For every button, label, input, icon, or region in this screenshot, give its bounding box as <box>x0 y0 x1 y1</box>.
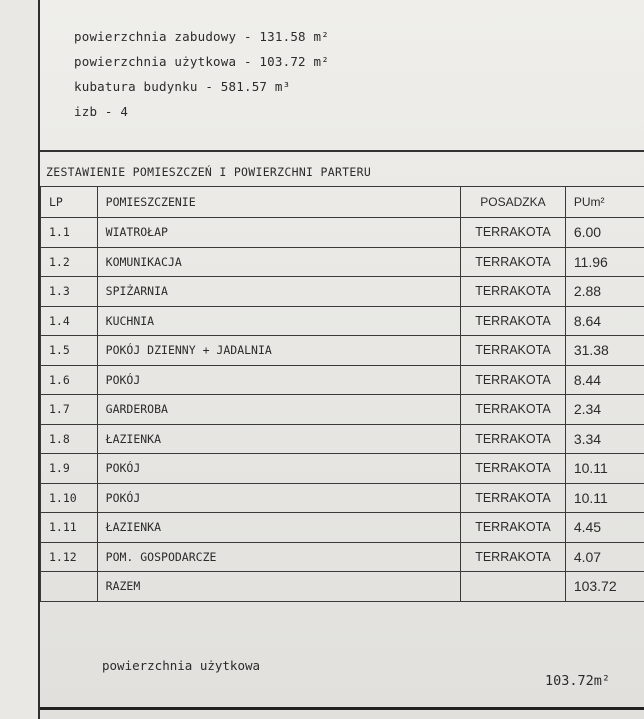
table-row <box>41 365 644 395</box>
row-room: POM. GOSPODARCZE <box>97 542 460 572</box>
row-area: 2.88 <box>565 277 644 307</box>
section-divider <box>40 150 644 152</box>
row-room: POKÓJ DZIENNY + JADALNIA <box>97 336 460 366</box>
row-area: 31.38 <box>565 336 644 366</box>
row-floor: TERRAKOTA <box>461 513 566 543</box>
row-floor: TERRAKOTA <box>461 542 566 572</box>
table-row <box>41 513 644 543</box>
row-room: GARDEROBA <box>97 395 460 425</box>
row-room: POKÓJ <box>97 483 460 513</box>
table-row <box>41 336 644 366</box>
table-row <box>41 542 644 572</box>
row-room: ŁAZIENKA <box>97 424 460 454</box>
table-row <box>41 424 644 454</box>
rooms-count-line: izb - 4 <box>74 104 129 119</box>
row-lp: 1.3 <box>41 277 98 307</box>
row-area: 3.34 <box>565 424 644 454</box>
total-floor-cell <box>461 572 566 602</box>
building-summary <box>74 24 329 124</box>
row-floor: TERRAKOTA <box>461 218 566 248</box>
row-lp: 1.1 <box>41 218 98 248</box>
row-lp: 1.5 <box>41 336 98 366</box>
header-area: PUm² <box>565 187 644 218</box>
row-room: ŁAZIENKA <box>97 513 460 543</box>
row-floor: TERRAKOTA <box>461 424 566 454</box>
row-room: POKÓJ <box>97 365 460 395</box>
footer-usable-area-label: powierzchnia użytkowa <box>102 658 261 673</box>
row-area: 11.96 <box>565 247 644 277</box>
row-area: 4.45 <box>565 513 644 543</box>
row-floor: TERRAKOTA <box>461 395 566 425</box>
total-value: 103.72 <box>565 572 644 602</box>
table-row <box>41 306 644 336</box>
row-room: POKÓJ <box>97 454 460 484</box>
total-lp-cell <box>41 572 98 602</box>
table-caption: ZESTAWIENIE POMIESZCZEŃ I POWIERZCHNI PARTERU <box>46 165 372 179</box>
row-room: SPIŻARNIA <box>97 277 460 307</box>
built-area-line: powierzchnia zabudowy - 131.58 m² <box>74 29 329 44</box>
row-area: 8.64 <box>565 306 644 336</box>
header-lp: LP <box>41 187 98 218</box>
row-room: KUCHNIA <box>97 306 460 336</box>
row-floor: TERRAKOTA <box>461 483 566 513</box>
document-sheet <box>38 0 644 719</box>
total-row <box>41 572 644 602</box>
rooms-table <box>40 186 644 602</box>
table-row <box>41 483 644 513</box>
row-lp: 1.4 <box>41 306 98 336</box>
bottom-border <box>40 707 644 710</box>
table-row <box>41 218 644 248</box>
row-lp: 1.6 <box>41 365 98 395</box>
table-header-row <box>41 187 644 218</box>
table-row <box>41 454 644 484</box>
header-floor: POSADZKA <box>461 187 566 218</box>
row-lp: 1.10 <box>41 483 98 513</box>
row-lp: 1.11 <box>41 513 98 543</box>
row-floor: TERRAKOTA <box>461 306 566 336</box>
row-lp: 1.12 <box>41 542 98 572</box>
row-area: 2.34 <box>565 395 644 425</box>
row-lp: 1.2 <box>41 247 98 277</box>
table-row <box>41 395 644 425</box>
row-area: 4.07 <box>565 542 644 572</box>
row-floor: TERRAKOTA <box>461 365 566 395</box>
row-area: 10.11 <box>565 454 644 484</box>
row-area: 6.00 <box>565 218 644 248</box>
total-label: RAZEM <box>97 572 460 602</box>
table-row <box>41 247 644 277</box>
volume-line: kubatura budynku - 581.57 m³ <box>74 79 291 94</box>
row-lp: 1.8 <box>41 424 98 454</box>
table-row <box>41 277 644 307</box>
row-room: KOMUNIKACJA <box>97 247 460 277</box>
row-floor: TERRAKOTA <box>461 336 566 366</box>
row-floor: TERRAKOTA <box>461 247 566 277</box>
usable-area-line: powierzchnia użytkowa - 103.72 m² <box>74 54 329 69</box>
row-room: WIATROŁAP <box>97 218 460 248</box>
row-lp: 1.7 <box>41 395 98 425</box>
footer-usable-area-value: 103.72m² <box>545 673 611 689</box>
row-floor: TERRAKOTA <box>461 277 566 307</box>
row-area: 10.11 <box>565 483 644 513</box>
header-room: POMIESZCZENIE <box>97 187 460 218</box>
row-floor: TERRAKOTA <box>461 454 566 484</box>
row-lp: 1.9 <box>41 454 98 484</box>
table-body <box>41 218 644 572</box>
row-area: 8.44 <box>565 365 644 395</box>
